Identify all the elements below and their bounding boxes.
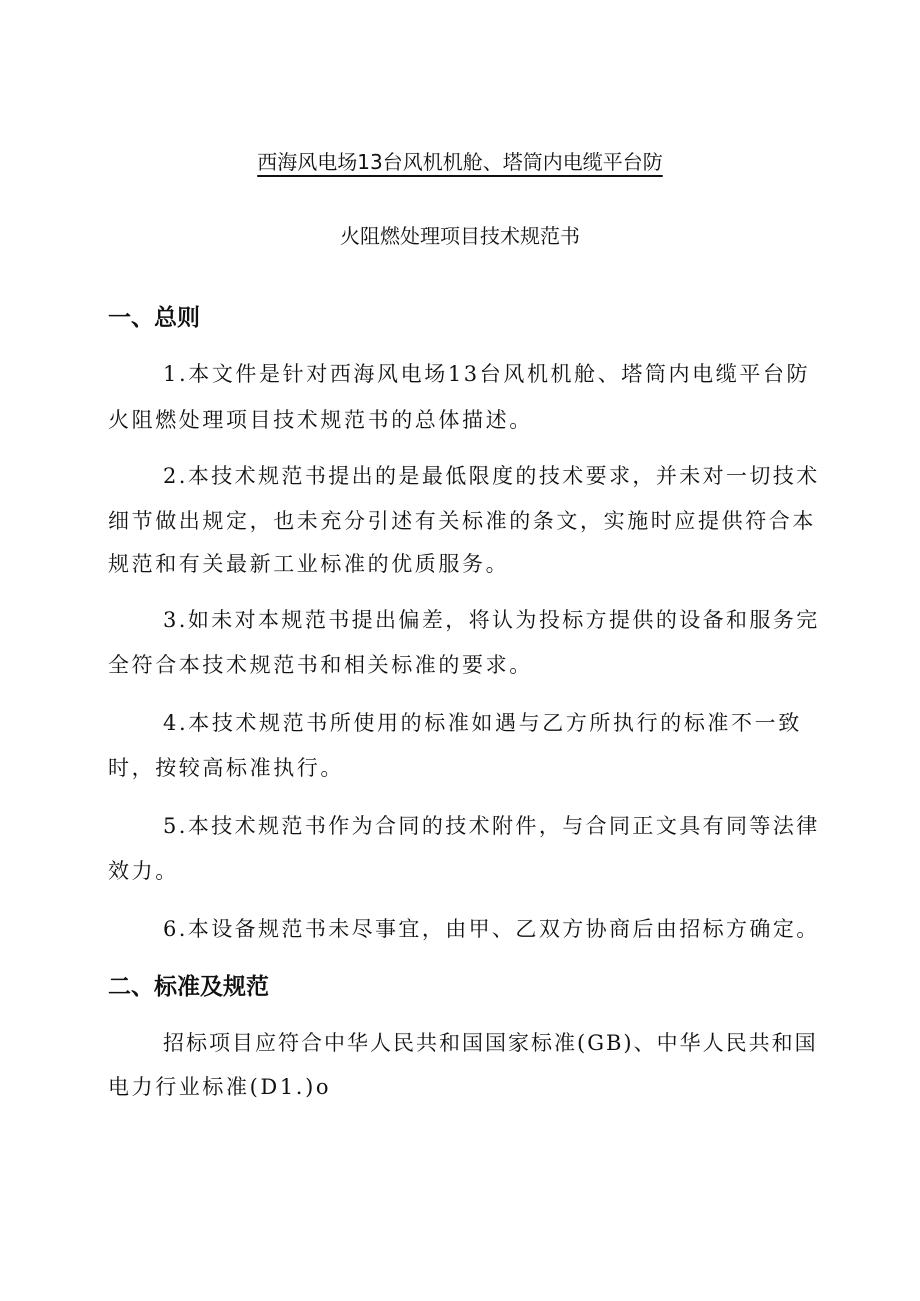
paragraph-2-line-2: 细节做出规定，也未充分引述有关标准的条文，实施时应提供符合本 — [108, 509, 816, 533]
paragraph-5-line-2: 效力。 — [108, 859, 179, 883]
document-title-line-2: 火阻燃处理项目技术规范书 — [340, 224, 580, 248]
paragraph-2-line-1: 2.本技术规范书提出的是最低限度的技术要求，并未对一切技术 — [163, 464, 820, 488]
paragraph-3-line-1: 3.如未对本规范书提出偏差，将认为投标方提供的设备和服务完 — [163, 608, 820, 632]
paragraph-6-line-1: 6.本设备规范书未尽事宜，由甲、乙双方协商后由招标方确定。 — [163, 917, 820, 941]
paragraph-5-line-1: 5.本技术规范书作为合同的技术附件，与合同正文具有同等法律 — [163, 814, 820, 838]
paragraph-3-line-2: 全符合本技术规范书和相关标准的要求。 — [108, 653, 533, 677]
paragraph-1-line-1: 1.本文件是针对西海风电场13台风机机舱、塔筒内电缆平台防 — [163, 362, 811, 386]
standards-paragraph-line-1: 招标项目应符合中华人民共和国国家标准(GB)、中华人民共和国 — [163, 1031, 818, 1055]
paragraph-1-line-2: 火阻燃处理项目技术规范书的总体描述。 — [108, 408, 533, 432]
standards-paragraph-line-2: 电力行业标准(D1.)o — [108, 1075, 332, 1099]
section-heading-standards: 二、标准及规范 — [108, 974, 269, 1000]
document-title-line-1: 西海风电场13台风机机舱、塔筒内电缆平台防 — [257, 150, 663, 174]
paragraph-2-line-3: 规范和有关最新工业标准的优质服务。 — [108, 552, 510, 576]
paragraph-4-line-1: 4.本技术规范书所使用的标准如遇与乙方所执行的标准不一致 — [163, 711, 802, 735]
paragraph-4-line-2: 时，按较高标准执行。 — [108, 756, 344, 780]
section-heading-general: 一、总则 — [108, 305, 200, 331]
